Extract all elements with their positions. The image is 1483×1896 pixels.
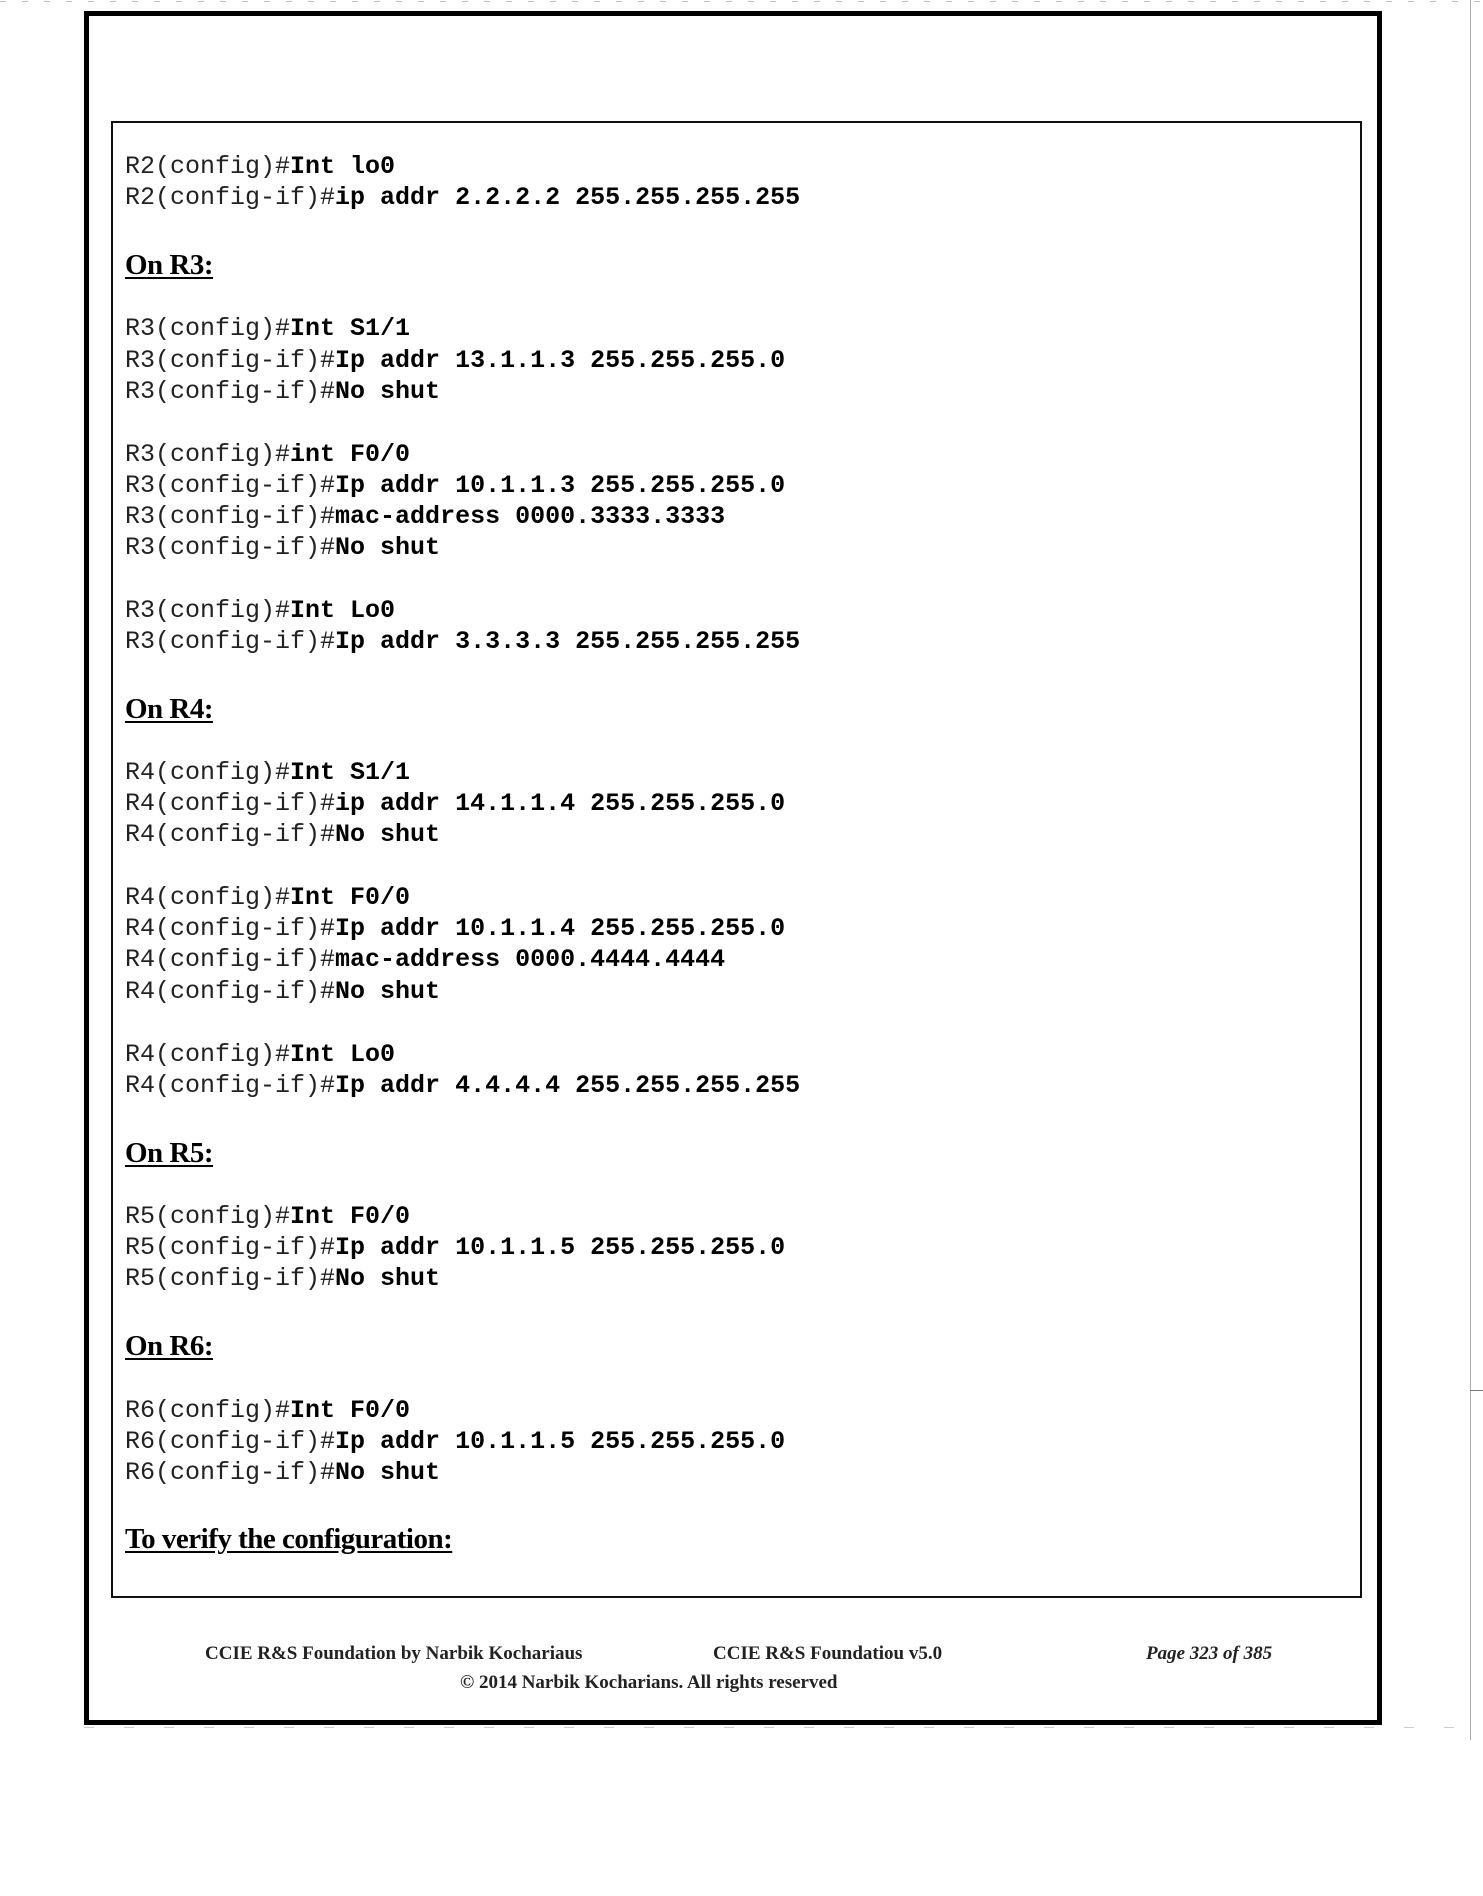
footer-page-number: Page 323 of 385 (1146, 1643, 1273, 1664)
code-line: R3(config)#Int Lo0 (125, 596, 396, 625)
scan-noise-bottom (84, 1727, 1483, 1728)
code-line: R4(config-if)#Ip addr 10.1.1.4 255.255.255.0 (125, 914, 786, 943)
code-line: R4(config-if)#Ip addr 4.4.4.4 255.255.255.255 (125, 1071, 801, 1100)
code-line: R6(config)#Int F0/0 (125, 1396, 411, 1425)
footer-book-author: CCIE R&S Foundation by Narbik Kochariaus (205, 1643, 583, 1664)
code-line: R4(config-if)#mac-address 0000.4444.4444 (125, 945, 726, 974)
section-heading-r3: On R3: (125, 249, 214, 281)
code-line: R4(config-if)#No shut (125, 977, 441, 1006)
scan-edge-line (1470, 0, 1471, 1740)
code-line: R4(config-if)#No shut (125, 820, 441, 849)
scan-noise-top (0, 1, 1483, 2)
code-line: R4(config)#Int S1/1 (125, 758, 411, 787)
code-line: R3(config-if)#Ip addr 3.3.3.3 255.255.255.255 (125, 627, 801, 656)
code-line: R6(config-if)#Ip addr 10.1.1.5 255.255.255.0 (125, 1427, 786, 1456)
section-heading-r5: On R5: (125, 1137, 214, 1169)
code-line: R4(config)#Int Lo0 (125, 1040, 396, 1069)
section-heading-r6: On R6: (125, 1330, 214, 1362)
code-line: R3(config-if)#mac-address 0000.3333.3333 (125, 502, 726, 531)
code-line: R2(config-if)#ip addr 2.2.2.2 255.255.255.255 (125, 183, 801, 212)
code-line: R4(config)#Int F0/0 (125, 883, 411, 912)
code-line: R3(config-if)#Ip addr 10.1.1.3 255.255.255.0 (125, 471, 786, 500)
code-line: R5(config-if)#No shut (125, 1264, 441, 1293)
scan-edge-tick (1470, 1390, 1483, 1391)
code-line: R6(config-if)#No shut (125, 1458, 441, 1487)
code-line: R5(config-if)#Ip addr 10.1.1.5 255.255.255.0 (125, 1233, 786, 1262)
code-line: R3(config)#Int S1/1 (125, 314, 411, 343)
section-heading-verify: To verify the configuration: (125, 1523, 453, 1555)
code-line: R3(config-if)#Ip addr 13.1.1.3 255.255.255.0 (125, 346, 786, 375)
footer-book-version: CCIE R&S Foundatiou v5.0 (713, 1643, 943, 1664)
footer-copyright: © 2014 Narbik Kocharians. All rights reserved (460, 1672, 838, 1693)
section-heading-r4: On R4: (125, 693, 214, 725)
code-line: R3(config-if)#No shut (125, 533, 441, 562)
code-line: R3(config)#int F0/0 (125, 440, 411, 469)
code-line: R5(config)#Int F0/0 (125, 1202, 411, 1231)
code-line: R4(config-if)#ip addr 14.1.1.4 255.255.255.0 (125, 789, 786, 818)
code-line: R2(config)#Int lo0 (125, 152, 396, 181)
code-line: R3(config-if)#No shut (125, 377, 441, 406)
